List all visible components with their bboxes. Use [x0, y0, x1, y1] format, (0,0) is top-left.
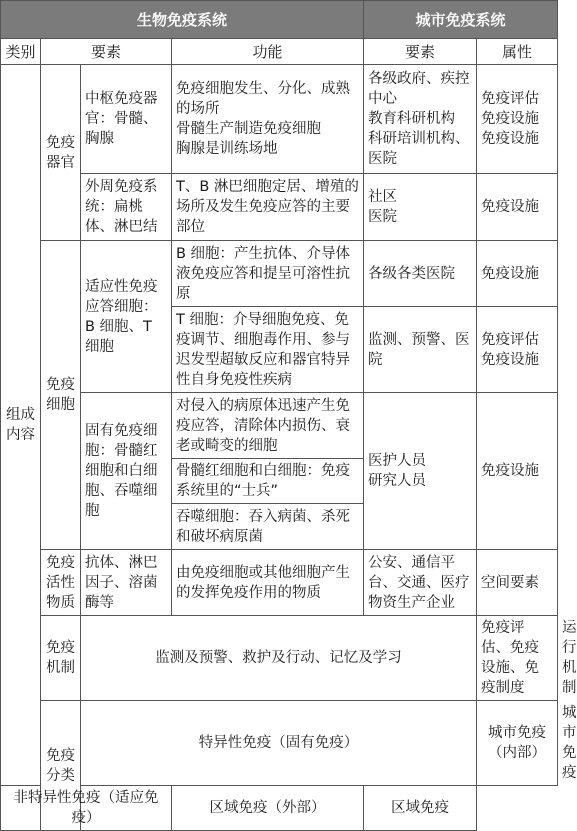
peripheral-function: T、B 淋巴细胞定居、增殖的场所及发生免疫应答的主要部位: [172, 174, 364, 241]
mechanism-city: 免疫评估、免疫设施、免疫制度: [477, 616, 558, 701]
central-organ-city: [364, 65, 477, 174]
t-cell-city: 监测、预警、医院: [364, 307, 477, 393]
category-header: 类别: [1, 39, 41, 65]
innate-function-1: 对侵入的病原体迅速产生免疫应答，清除体内损伤、衰老或畸变的细胞: [172, 393, 364, 459]
substance-label: 免疫活性物质: [41, 550, 81, 616]
city-system-header: 城市免疫系统: [364, 1, 558, 39]
b-cell-city: 各级各类医院: [364, 241, 477, 307]
innate-attr: 免疫设施: [477, 393, 558, 550]
peripheral-attr: 免疫设施: [477, 174, 558, 241]
substance-attr: 空间要素: [477, 550, 558, 616]
adaptive-element: 适应性免疫应答细胞：B 细胞、T 细胞: [81, 241, 172, 393]
immune-system-comparison-table: 生物免疫系统 城市免疫系统 类别 要素 功能 要素 属性 组成内容 免疫器官 中枢免疫器官：骨髓、胸腺 免疫细胞发生、分化、成熟的场所 骨髓生产制造免疫细胞 胸腺是训练场地 各级政府、疾控中心 教育科研机构 科研培训机构、医院 免疫评估 免疫设施 免疫设施 外周免疫系统：扁桃体、淋巴结 T、B 淋巴细胞定居、增殖的场所及发生免疫应答的主要部位 社区 医院 免疫设施 免疫细胞 适应性免疫应答细胞：B 细胞、T 细胞 B 细胞：产生抗体、介导体液免疫应答和提呈可溶性抗原 各级各类医院 免疫设施 T 细胞：介导细胞免疫、免疫调节、细胞毒作用、参与迟发型超敏反应和器官特异性自身免疫性疾病 监测、预警、医院 免疫评估 免疫设施 固有免疫细胞：骨髓红细胞和白细胞、吞噬细胞 对侵入的病原体迅速产生免疫应答，清除体内损伤、衰老或畸变的细胞 医护人员 研究人员 免疫设施 骨髓红细胞和白细胞：免疫系统里的“士兵” 吞噬细胞：吞入病菌、杀死和破坏病原菌 免疫活性物质 抗体、淋巴因子、溶菌酶等 由免疫细胞或其他细胞产生的发挥免疫作用的物质 公安、通信平台、交通、医疗物资生产企业 空间要素 免疫机制 监测及预警、救护及行动、记忆及学习 免疫评估、免疫设施、免疫制度 运行机制 免疫分类 特异性免疫（固有免疫） 城市免疫（内部） 城市免疫 非特异性免疫（适应免疫） 区域免疫（外部） 区域免疫: [0, 0, 558, 831]
city-elements-header: 要素: [364, 39, 477, 65]
central-organ-function: [172, 65, 364, 174]
classification-label: 免疫分类: [41, 701, 81, 831]
nonspecific-city: 区域免疫（外部）: [172, 786, 364, 831]
central-organ-function-text: 免疫细胞发生、分化、成熟的场所 骨髓生产制造免疫细胞 胸腺是训练场地: [176, 81, 350, 157]
function-header: 功能: [172, 39, 364, 65]
innate-city: [364, 393, 477, 550]
substance-city: 公安、通信平台、交通、医疗物资生产企业: [364, 550, 477, 616]
nonspecific-immunity: 非特异性免疫（适应免疫）: [1, 786, 172, 831]
peripheral-element: 外周免疫系统：扁桃体、淋巴结: [81, 174, 172, 241]
attribute-header: 属性: [477, 39, 558, 65]
mechanism-content: 监测及预警、救护及行动、记忆及学习: [81, 616, 477, 701]
bio-system-header: 生物免疫系统: [1, 1, 364, 39]
t-cell-attr: [477, 307, 558, 393]
composition-label: 组成内容: [1, 65, 41, 786]
t-cell-function: T 细胞：介导细胞免疫、免疫调节、细胞毒作用、参与迟发型超敏反应和器官特异性自身免疫性疾病: [172, 307, 364, 393]
innate-city-text: 医护人员 研究人员: [368, 453, 427, 489]
t-cell-attr-text: 免疫评估 免疫设施: [481, 331, 540, 368]
organ-label: 免疫器官: [41, 65, 81, 241]
peripheral-city-text: 社区 医院: [368, 189, 398, 225]
nonspecific-attr: 区域免疫: [364, 786, 477, 831]
central-organ-attr: [477, 65, 558, 174]
bio-elements-header: 要素: [41, 39, 172, 65]
mechanism-label: 免疫机制: [41, 616, 81, 701]
central-organ-city-text: 各级政府、疾控中心 教育科研机构 科研培训机构、医院: [368, 71, 470, 167]
b-cell-function: B 细胞：产生抗体、介导体液免疫应答和提呈可溶性抗原: [172, 241, 364, 307]
innate-function-2: 骨髓红细胞和白细胞：免疫系统里的“士兵”: [172, 459, 364, 504]
specific-city: 城市免疫（内部）: [477, 701, 558, 786]
central-organ-element: 中枢免疫器官：骨髓、胸腺: [81, 65, 172, 174]
innate-function-3: 吞噬细胞：吞入病菌、杀死和破坏病原菌: [172, 504, 364, 550]
b-cell-attr: 免疫设施: [477, 241, 558, 307]
substance-element: 抗体、淋巴因子、溶菌酶等: [81, 550, 172, 616]
central-organ-attr-text: 免疫评估 免疫设施 免疫设施: [481, 91, 540, 147]
substance-function: 由免疫细胞或其他细胞产生的发挥免疫作用的物质: [172, 550, 364, 616]
peripheral-city: [364, 174, 477, 241]
innate-element: 固有免疫细胞：骨髓红细胞和白细胞、吞噬细胞: [81, 393, 172, 550]
specific-immunity: 特异性免疫（固有免疫）: [81, 701, 477, 786]
cell-label: 免疫细胞: [41, 241, 81, 550]
